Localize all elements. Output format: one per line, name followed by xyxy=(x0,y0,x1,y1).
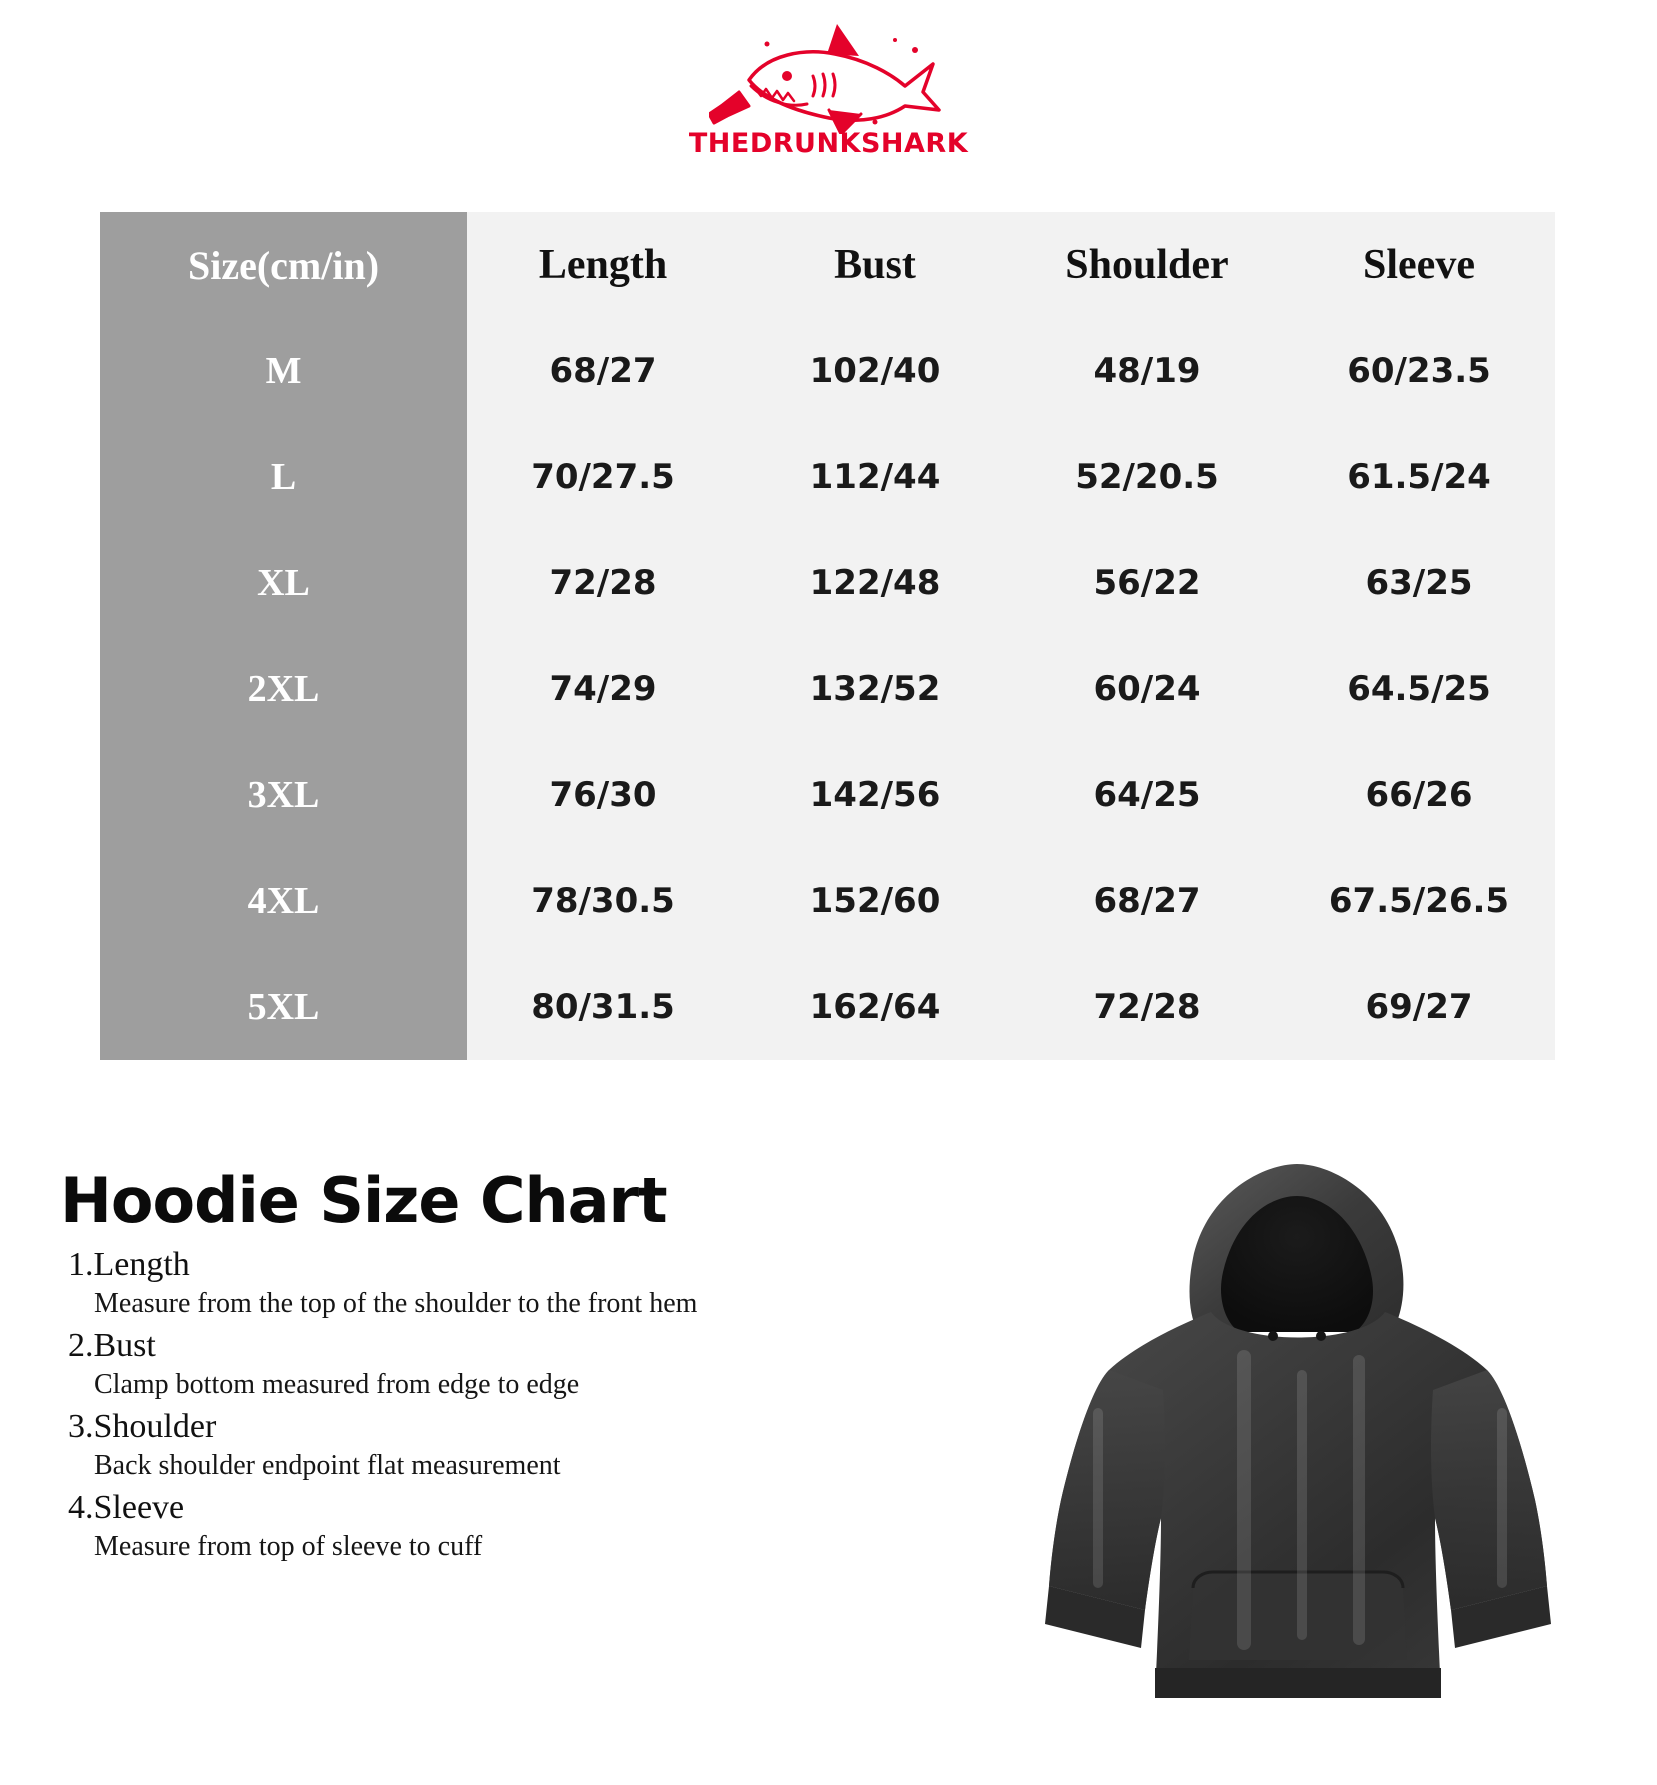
cell-length: 70/27.5 xyxy=(531,457,675,497)
cell-sleeve: 66/26 xyxy=(1365,775,1473,815)
cell-bust: 102/40 xyxy=(809,351,941,391)
hoodie-illustration xyxy=(997,1140,1557,1760)
guide-item-shoulder xyxy=(60,1408,820,1483)
cell-length: 74/29 xyxy=(549,669,657,709)
cell-shoulder: 72/28 xyxy=(1093,987,1201,1027)
table-row xyxy=(100,848,1555,954)
guide-item-title: 3.Shoulder xyxy=(68,1408,217,1445)
cell-shoulder: 48/19 xyxy=(1093,351,1201,391)
size-chart-table xyxy=(100,212,1555,1060)
header-size: Size(cm/in) xyxy=(100,212,467,318)
table-row xyxy=(100,530,1555,636)
table-row xyxy=(100,954,1555,1060)
table-header-row xyxy=(100,212,1555,318)
table-row xyxy=(100,424,1555,530)
cell-size: 4XL xyxy=(100,848,467,954)
cell-size: L xyxy=(100,424,467,530)
cell-bust: 132/52 xyxy=(809,669,941,709)
table-row xyxy=(100,318,1555,424)
cell-size: 5XL xyxy=(100,954,467,1060)
cell-bust: 112/44 xyxy=(809,457,941,497)
guide-item-title: 2.Bust xyxy=(68,1327,156,1364)
cell-shoulder: 56/22 xyxy=(1093,563,1201,603)
table-row xyxy=(100,742,1555,848)
cell-shoulder: 64/25 xyxy=(1093,775,1201,815)
header-shoulder: Shoulder xyxy=(1065,242,1229,288)
brand-name: THEDRUNKSHARK xyxy=(688,128,969,159)
cell-sleeve: 60/23.5 xyxy=(1347,351,1491,391)
measurement-guide-section xyxy=(0,1140,1657,1785)
brand-logo xyxy=(0,14,1657,174)
cell-sleeve: 67.5/26.5 xyxy=(1328,881,1510,921)
cell-sleeve: 64.5/25 xyxy=(1347,669,1491,709)
cell-length: 78/30.5 xyxy=(531,881,675,921)
header-sleeve: Sleeve xyxy=(1363,242,1475,288)
cell-size: 3XL xyxy=(100,742,467,848)
cell-size: M xyxy=(100,318,467,424)
product-image xyxy=(997,1140,1557,1760)
cell-sleeve: 63/25 xyxy=(1365,563,1473,603)
cell-length: 76/30 xyxy=(549,775,657,815)
cell-bust: 162/64 xyxy=(809,987,941,1027)
header-length: Length xyxy=(538,242,668,288)
shark-with-bottle-icon xyxy=(709,14,949,134)
cell-sleeve: 69/27 xyxy=(1365,987,1473,1027)
guide-item-desc: Measure from top of sleeve to cuff xyxy=(94,1531,483,1562)
guide-item-sleeve xyxy=(60,1489,820,1564)
cell-length: 68/27 xyxy=(549,351,657,391)
cell-length: 72/28 xyxy=(549,563,657,603)
guide-item-title: 1.Length xyxy=(68,1246,190,1283)
cell-length: 80/31.5 xyxy=(531,987,675,1027)
guide-item-length xyxy=(60,1246,820,1321)
cell-bust: 142/56 xyxy=(809,775,941,815)
header-bust: Bust xyxy=(834,242,916,288)
guide-item-desc: Clamp bottom measured from edge to edge xyxy=(94,1369,580,1400)
guide-item-title: 4.Sleeve xyxy=(68,1489,185,1526)
cell-bust: 122/48 xyxy=(809,563,941,603)
page-title: Hoodie Size Chart xyxy=(60,1164,667,1237)
cell-shoulder: 52/20.5 xyxy=(1075,457,1219,497)
cell-shoulder: 68/27 xyxy=(1093,881,1201,921)
cell-bust: 152/60 xyxy=(809,881,941,921)
cell-size: XL xyxy=(100,530,467,636)
guide-item-desc: Measure from the top of the shoulder to the front hem xyxy=(94,1288,698,1319)
table-row xyxy=(100,636,1555,742)
cell-sleeve: 61.5/24 xyxy=(1347,457,1491,497)
measurement-guide xyxy=(60,1164,820,1570)
cell-size: 2XL xyxy=(100,636,467,742)
guide-item-bust xyxy=(60,1327,820,1402)
guide-item-desc: Back shoulder endpoint flat measurement xyxy=(94,1450,561,1481)
cell-shoulder: 60/24 xyxy=(1093,669,1201,709)
